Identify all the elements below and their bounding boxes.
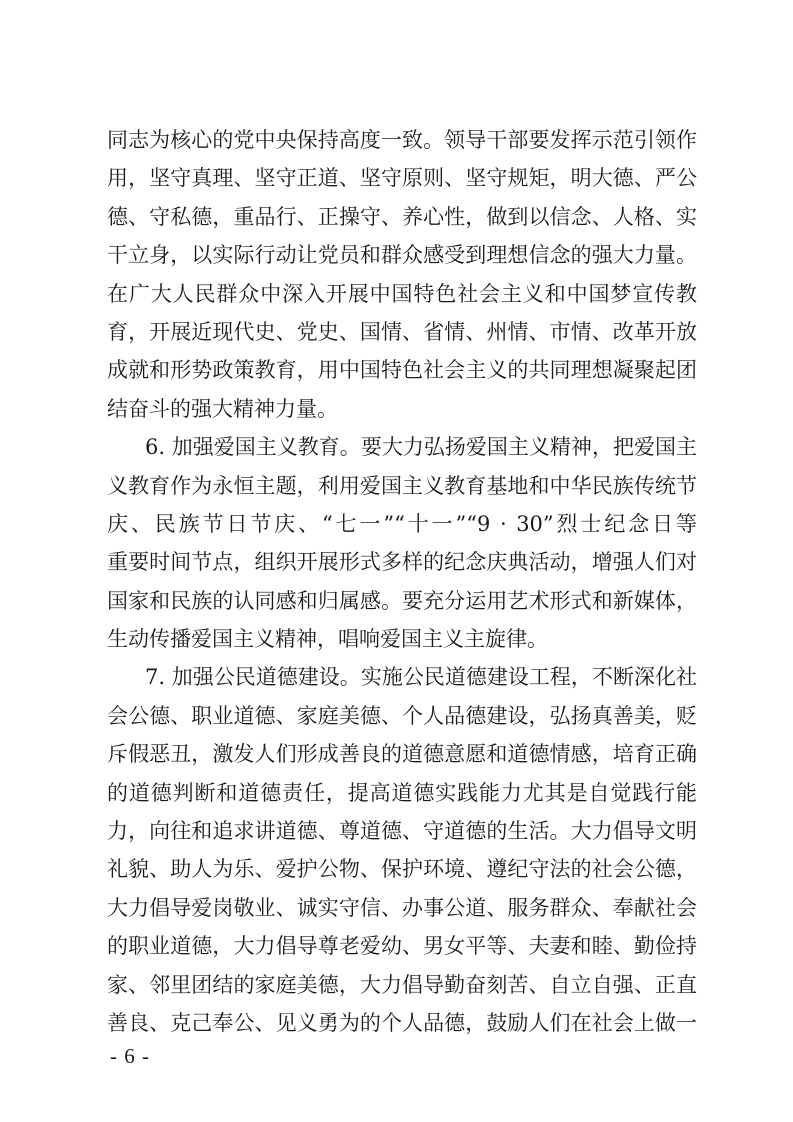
text-line: 家、邻里团结的家庭美德，大力倡导勤奋刻苦、自立自强、正直 [107,972,697,997]
text-line: 在广大人民群众中深入开展中国特色社会主义和中国梦宣传教 [107,281,697,306]
text-line: 庆、民族节日节庆、“七一”“十一”“9 · 30”烈士纪念日等 [107,511,697,536]
paragraph-continuation [107,121,697,428]
text-line: 成就和形势政策教育，用中国特色社会主义的共同理想凝聚起团 [107,358,697,383]
paragraph-civic-morality [107,658,697,1042]
text-line: 善良、克己奉公、见义勇为的个人品德，鼓励人们在社会上做一 [107,1010,697,1035]
text-line: 的道德判断和道德责任，提高道德实践能力尤其是自觉践行能 [107,780,697,805]
text-line: 结奋斗的强大精神力量。 [107,396,338,421]
text-line: 斥假恶丑，激发人们形成善良的道德意愿和道德情感，培育正确 [107,742,697,767]
text-line: 6. 加强爱国主义教育。要大力弘扬爱国主义精神，把爱国主 [145,435,697,460]
text-line: 会公德、职业道德、家庭美德、个人品德建设，弘扬真善美，贬 [107,703,697,728]
text-line: 德、守私德，重品行、正操守、养心性，做到以信念、人格、实 [107,204,697,229]
text-line: 干立身，以实际行动让党员和群众感受到理想信念的强大力量。 [107,243,697,268]
text-line: 大力倡导爱岗敬业、诚实守信、办事公道、服务群众、奉献社会 [107,895,697,920]
paragraph-patriotism-education [107,428,697,658]
text-line: 国家和民族的认同感和归属感。要充分运用艺术形式和新媒体， [107,588,697,613]
text-line: 的职业道德，大力倡导尊老爱幼、男女平等、夫妻和睦、勤俭持 [107,934,697,959]
text-line: 7. 加强公民道德建设。实施公民道德建设工程，不断深化社 [145,665,697,690]
text-line: 重要时间节点，组织开展形式多样的纪念庆典活动，增强人们对 [107,550,697,575]
text-line: 用，坚守真理、坚守正道、坚守原则、坚守规矩，明大德、严公 [107,166,697,191]
text-line: 礼貌、助人为乐、爱护公物、保护环境、遵纪守法的社会公德， [107,857,697,882]
text-line: 义教育作为永恒主题，利用爱国主义教育基地和中华民族传统节 [107,473,697,498]
document-body [107,121,697,1042]
text-line: 育，开展近现代史、党史、国情、省情、州情、市情、改革开放 [107,319,697,344]
text-line: 生动传播爱国主义精神，唱响爱国主义主旋律。 [107,627,548,652]
text-line: 力，向往和追求讲道德、尊道德、守道德的生活。大力倡导文明 [107,819,697,844]
page-number: - 6 - [110,1044,150,1068]
text-line: 同志为核心的党中央保持高度一致。领导干部要发挥示范引领作 [107,128,697,152]
